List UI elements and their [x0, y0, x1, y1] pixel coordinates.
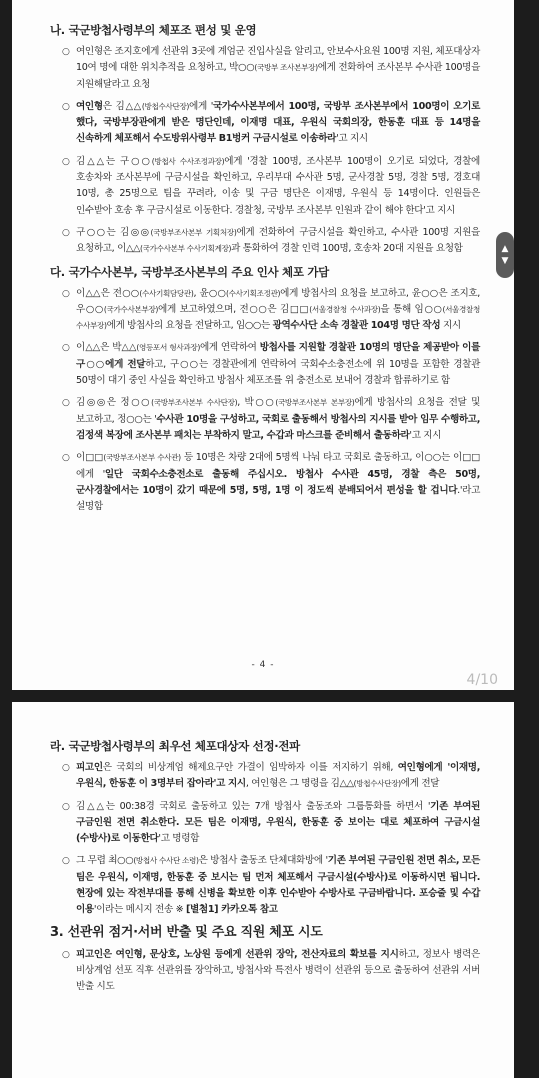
document-page-4: [12, 0, 514, 690]
bullet-icon: ○: [62, 856, 70, 867]
annotation-text: (국가수사본부장): [103, 304, 159, 314]
body-text: 하고, 구○○는 경찰관에게 연락하여 국회수소충전소에 위 10명을 포함한 경찰관 50명이 대기 중인 사실을 확인하고 방첩사 체포조를 위 충전소로 보내어 경찰과 합류하기로 함: [76, 358, 481, 387]
list-item: [62, 450, 480, 515]
bullet-icon: ○: [62, 227, 70, 238]
section-3-items: [62, 947, 480, 996]
body-text: 그 무렵 최○○: [76, 855, 134, 867]
body-text: 에게 보고하였으며, 전○○은 김□□: [158, 303, 310, 315]
annotation-text: (서울경찰청 수사과장): [309, 304, 381, 314]
body-text: '고 지시: [409, 429, 442, 441]
list-item: [62, 286, 480, 335]
body-text: 은 방첩사 출동조 단체대화방에 ': [198, 855, 328, 867]
bullet-icon: ○: [62, 156, 70, 167]
body-text: 김◎◎은 정○○: [76, 397, 152, 409]
body-text: , 박○○: [237, 397, 276, 409]
section-heading-ra: 라. 국군방첩사령부의 최우선 체포대상자 선정·전파: [50, 739, 300, 753]
bullet-icon: ○: [62, 288, 70, 299]
body-text: , 윤○○: [193, 287, 227, 299]
document-page-5: [12, 702, 514, 1078]
list-item: [62, 44, 480, 93]
emphasis-text: 수사관 10명을 구성하고, 국회로 출동해서 방첩사의 지시를 받아 임무 수행하고, 검정색 복장에 조사본부 패치는 부착하지 말고, 수갑과 마스크를 준비해서 출동하라: [76, 413, 481, 441]
body-text: 에게 방첩사의 요청을 전달하고, 임○○는: [106, 320, 273, 332]
emphasis-text: 기존 부여된 구금인원 전면 취소, 모든 팀은 우원식, 이재명, 한동훈 중 보시는 팀 먼저 체포해서 구금시설(수방사)로 이동하시면 됩니다. 현장에 있는 작전부대를 통해 신병을 확보한 이후 인수받아 수방사로 구금바랍니다. 포승줄 및 수갑 이용: [76, 855, 480, 916]
body-text: 이□□: [76, 452, 104, 464]
annotation-text: (방첩사 수사단 소령): [133, 856, 199, 866]
chevron-down-icon[interactable]: ▼: [501, 256, 509, 266]
body-text: 에게 전화하여 구금시설을 확인하고, 수사관 100명 지원을 요청하고, 이△△: [76, 226, 480, 255]
annotation-text: (방첩수사단장): [141, 101, 190, 111]
body-text: '고 명령함: [158, 833, 200, 845]
body-text: 에게 '경찰 100명, 조사본부 100명이 오기로 되었다, 경찰에 호송차와 조사본부에 구금시설을 확인하고, 우리부대 수사관 5명, 군사경찰 5명, 경찰 5명, 경호대 10명, 총 25명으로 팀을 꾸려라, 이송 및 구금 명단은 이재명, 우원식 등 14명이다. 인원들은 인수받아 호송 후 구금시설로 이동한다. 경찰청, 국방부 조사본부 인원과 같이 해야 한다'고 지시: [76, 155, 480, 216]
body-text: 김△△는 00:38경 국회로 출동하고 있는 7개 방첩사 출동조와 그룹통화를 하면서 ': [76, 800, 431, 812]
emphasis-text: 피고인은 여인형, 문상호, 노상원 등에게 선관위 장악, 전산자료의 확보를 지시: [76, 948, 399, 960]
list-item: [62, 853, 480, 918]
body-text: 에게 ': [189, 100, 214, 112]
body-text: 과 통화하여 경찰 인력 100명, 호송차 20대 지원을 요청함: [231, 243, 463, 255]
bullet-icon: ○: [62, 453, 70, 464]
emphasis-text: 피고인: [76, 762, 103, 773]
emphasis-text: 방첩사를 지원할 경찰관 10명의 명단을 제공받아 이를 구○○에게 전달: [76, 342, 480, 370]
body-text: 은 김△△: [102, 100, 142, 112]
body-text: 에게 전화하여 조사본부 수사관 100명을 지원해달라고 요청: [76, 62, 480, 90]
bullet-icon: ○: [62, 949, 70, 960]
annotation-text: (국방부조사본부 수사단장): [151, 398, 238, 408]
list-item: [62, 947, 480, 996]
body-text: , 여인형은 그 명령을 김△△: [245, 778, 354, 790]
list-item: [62, 799, 480, 848]
body-text: 하고, 정보사 병력은 비상계엄 선포 직후 선관위를 장악하고, 방첩사와 특전사 병력이 선관위 등으로 출동하여 선관위 서버 반출 시도: [76, 948, 480, 993]
list-item: [62, 154, 480, 219]
section-ra-items: [62, 760, 480, 919]
annotation-text: (국방부조사본부 본부장): [275, 398, 355, 408]
emphasis-text: 여인형에게 '이재명, 우원식, 한동훈 이 3명부터 잡아라'고 지시: [76, 762, 480, 790]
body-text: '이라는 메시지 전송 ※: [93, 904, 186, 916]
emphasis-text: 일단 국회수소충전소로 출동해 주십시오. 방첩사 수사관 45명, 경찰 측은 50명, 군사경찰에서는 10명이 갔기 때문에 5명, 5명, 1명 이 정도씩 분배되어서 편성을 할 겁니다: [76, 468, 480, 496]
section-da-items: [62, 286, 480, 516]
page-scroll-control[interactable]: [496, 232, 514, 278]
annotation-text: (영등포서 형사과장): [136, 343, 200, 353]
page-number: - 4 -: [251, 660, 275, 670]
annotation-text: (방첩수사단장): [353, 779, 401, 789]
body-text: 이△△은 전○○: [76, 287, 140, 299]
body-text: 이△△은 박△△: [76, 342, 137, 354]
list-item: [62, 340, 480, 389]
body-text: .'라고 설명함: [76, 484, 480, 513]
body-text: 지시: [440, 320, 461, 332]
section-heading-na: 나. 국군방첩사령부의 체포조 편성 및 운영: [50, 23, 257, 37]
section-na-items: [62, 44, 480, 258]
body-text: 김△△는 구○○: [76, 155, 152, 167]
bullet-icon: ○: [62, 398, 70, 409]
chevron-up-icon[interactable]: ▲: [501, 244, 509, 254]
body-text: 을 통해 임○○: [380, 303, 443, 315]
body-text: 여인형은 조지호에게 선관위 3곳에 계엄군 진입사실을 알리고, 안보수사요원 100명 지원, 체포대상자 10여 명에 대한 위치추적을 요청하고, 박○○: [76, 46, 480, 74]
bullet-icon: ○: [62, 801, 70, 812]
annotation-text: (수사기획담당관): [139, 288, 194, 298]
emphasis-text: 기존 부여된 구금인원 전면 취소한다. 모든 팀은 이재명, 우원식, 한동훈 중 보이는 대로 체포하여 구금시설(수방사)로 이동한다: [76, 800, 481, 845]
section-heading-3: 3. 선관위 점거·서버 반출 및 주요 직원 체포 시도: [50, 924, 323, 940]
emphasis-text: 여인형: [76, 100, 103, 112]
emphasis-text: 국가수사본부에서 100명, 국방부 조사본부에서 100명이 오기로 했다, 국방부장관에게 받은 명단인데, 이재명 대표, 우원식 국회의장, 한동훈 대표 등 14명을 신속하게 체포해서 수도방위사령부 B1벙커 구금시설로 이송하라: [76, 100, 480, 145]
list-item: [62, 225, 480, 258]
body-text: 에게 연락하여: [199, 342, 260, 354]
annotation-text: (방첩사 수사조정과장): [151, 156, 225, 166]
bullet-icon: ○: [62, 101, 70, 112]
list-item: [62, 395, 480, 444]
page-counter: 4/10: [466, 672, 498, 688]
emphasis-text: [별첨1] 카카오톡 참고: [185, 904, 278, 916]
list-item: [62, 760, 480, 793]
annotation-text: (국방부조사본부 수사관): [103, 453, 181, 463]
annotation-text: (서울경찰청 수사부장): [76, 304, 480, 331]
bullet-icon: ○: [62, 47, 70, 57]
annotation-text: (국가수사본부 수사기획계장): [140, 244, 232, 254]
body-text: 등 10명은 차량 2대에 5명씩 나눠 타고 국회로 출동하고, 이○○는 이□□에게 ': [76, 452, 480, 480]
annotation-text: (수사기획조정관): [226, 288, 281, 298]
bullet-icon: ○: [62, 763, 70, 773]
body-text: 에게 방첩사의 요청을 보고하고, 윤○○은 조지호, 우○○: [76, 287, 480, 315]
list-item: [62, 99, 480, 148]
body-text: '고 지시: [336, 133, 368, 145]
annotation-text: (국방부조사본부 기획처장): [150, 227, 237, 237]
body-text: 구○○는 김◎◎: [76, 226, 151, 238]
body-text: 은 국회의 비상계엄 해제요구안 가결이 임박하자 이를 저지하기 위해,: [102, 762, 398, 773]
annotation-text: (국방부 조사본부장): [254, 63, 318, 73]
section-heading-da: 다. 국가수사본부, 국방부조사본부의 주요 인사 체포 가담: [50, 264, 329, 279]
body-text: 에게 방첩사의 요청을 전달 및 보고하고, 정○○는 ': [76, 397, 480, 425]
bullet-icon: ○: [62, 343, 70, 354]
emphasis-text: 광역수사단 소속 경찰관 104명 명단 작성: [272, 320, 441, 332]
body-text: 에게 전달: [400, 778, 440, 790]
